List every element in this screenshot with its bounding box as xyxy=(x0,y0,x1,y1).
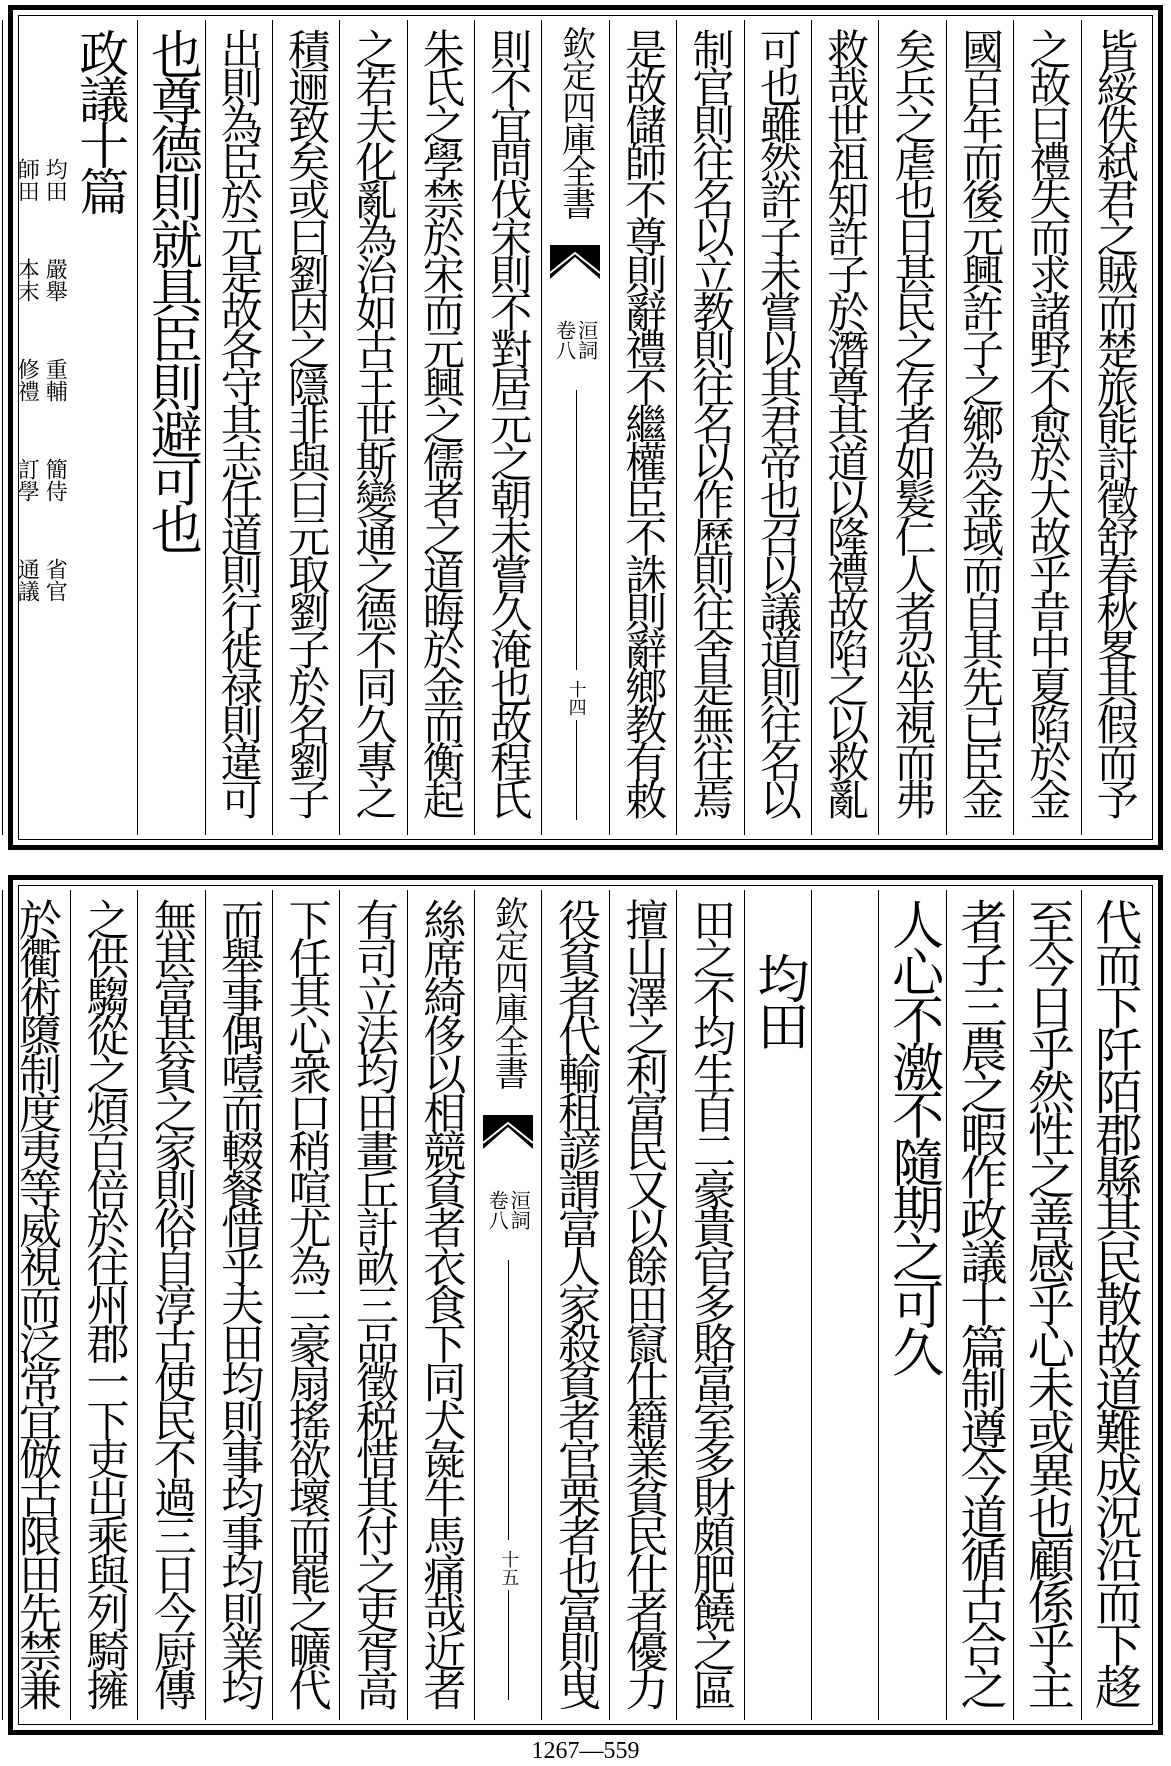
text-column xyxy=(541,890,608,1720)
column-text: 則不宜問伐宋則不對居元之朝未嘗久淹也故程氏 xyxy=(484,28,534,816)
column-text: 無甚富甚貧之家則俗自淳古使民不過三日今厨傳 xyxy=(146,898,197,1707)
text-columns xyxy=(14,20,1148,835)
text-column xyxy=(407,20,474,835)
text-column xyxy=(137,20,204,835)
text-column xyxy=(339,20,406,835)
index-note: 嚴舉 xyxy=(42,258,68,302)
text-column xyxy=(811,20,878,835)
text-column xyxy=(2,890,69,1720)
text-column xyxy=(811,890,878,1720)
column-text: 田之不均生自二豪貴官多賂富室多財頗肥饒之區 xyxy=(685,898,736,1707)
column-text: 救哉世祖知許子於潛尊其道以隆禮故陷之以救亂 xyxy=(821,28,871,816)
column-text: 是故儲師不尊則辭禮不繼權臣不誅則辭鄉教有敕 xyxy=(619,28,669,816)
column-text: 矣兵之虐也日甚民之存者如髮仁人者忍坐視而弗 xyxy=(888,28,938,816)
index-note: 簡侍 xyxy=(42,458,68,502)
index-notes xyxy=(14,28,68,602)
footer-page-ref: 1267—559 xyxy=(531,1738,640,1764)
volume-label: 卷八 xyxy=(552,320,577,360)
book-title: 欽定四庫全書 xyxy=(488,896,529,1088)
index-title: 政議十篇 xyxy=(71,28,130,212)
index-note: 均田 xyxy=(42,158,68,202)
fish-tail-icon xyxy=(550,245,600,279)
text-column xyxy=(744,890,811,1720)
column-text: 之若夫化亂為治如古王世斯變通之德不同久專之 xyxy=(349,28,399,816)
text-column xyxy=(474,20,541,835)
fold-line xyxy=(508,1260,509,1540)
column-text: 役貧者代輸租諺謂富人家殺貧者官栗者也富則曳 xyxy=(551,898,602,1707)
index-note: 省官 xyxy=(42,558,68,602)
column-text: 之故曰禮失而求諸野不愈於大故乎昔中夏陷於金 xyxy=(1023,28,1073,816)
fold-line xyxy=(576,720,577,820)
fold-column xyxy=(541,20,608,835)
text-column xyxy=(272,20,339,835)
work-title: 洹詞 xyxy=(574,320,599,360)
text-column xyxy=(676,20,743,835)
text-column xyxy=(609,890,676,1720)
index-note: 訂學 xyxy=(14,458,40,502)
column-text: 有司立法均田畫丘計畝三品徵税惜其付之吏胥高 xyxy=(349,898,399,1707)
column-text: 之供騶從之煩百倍於往州郡一下吏出乘與列騎擁 xyxy=(79,898,130,1707)
volume-info xyxy=(475,1190,541,1230)
volume-info xyxy=(542,320,608,360)
text-column xyxy=(137,890,204,1720)
column-text: 人心不激不隨期之可久 xyxy=(882,898,943,1373)
text-columns xyxy=(12,890,1148,1720)
column-text: 下任其心衆口稍喧尤為二豪扇搖欲壞而罷之曠代 xyxy=(281,898,332,1707)
index-note: 師田 xyxy=(14,158,40,202)
text-column xyxy=(0,20,2,835)
section-heading: 均田 xyxy=(747,952,808,1047)
text-column xyxy=(946,890,1013,1720)
volume-label: 卷八 xyxy=(485,1190,510,1230)
column-text: 國百年而後元興許子之鄉為金域而自其先已臣金 xyxy=(956,28,1006,816)
column-text: 皆綏佚弑君之賊而楚旅能討徵舒春秋畧其假而予 xyxy=(1090,28,1140,816)
index-note: 本末 xyxy=(14,258,40,302)
text-column xyxy=(339,890,406,1720)
page-number: 十五 xyxy=(498,1550,520,1586)
index-block xyxy=(3,28,137,602)
column-text: 可也雖然許子未嘗以其君帝也召以議道則往名以 xyxy=(753,28,803,816)
column-text: 者子三農之暇作政議十篇制遵今道循古合之 xyxy=(952,898,1008,1706)
column-text: 而舉事偶噎而輟餐惜乎夫田均則事均事均則業均 xyxy=(214,898,265,1707)
index-column xyxy=(2,20,137,835)
index-note: 修禮 xyxy=(14,358,40,402)
work-title: 洹詞 xyxy=(507,1190,532,1230)
column-text: 於衢術隳制度夷等威視而泛常宜倣古限田先禁兼 xyxy=(12,898,63,1707)
fold-column xyxy=(474,890,541,1720)
fold-line xyxy=(576,390,577,670)
text-column xyxy=(878,20,945,835)
text-column xyxy=(0,890,2,1720)
text-column xyxy=(744,20,811,835)
text-column xyxy=(946,20,1013,835)
column-text: 積逦致矣或曰劉因之隱非與曰元取劉子於名劉子 xyxy=(282,28,332,816)
text-column xyxy=(878,890,945,1720)
column-text: 制官則往名以立教則往名以作歷則往舍是無往焉 xyxy=(686,28,736,816)
column-text: 出則為臣於元是故各守其志任道則行徙禄則違可 xyxy=(214,28,264,816)
page-number: 十四 xyxy=(565,680,587,716)
text-column xyxy=(1081,20,1148,835)
text-column xyxy=(205,20,272,835)
column-text: 代而下阡陌郡縣其民散故道難成況沿而下趍 xyxy=(1087,898,1143,1706)
column-text: 也尊德則就具臣則避可也 xyxy=(141,28,202,551)
text-column xyxy=(1013,20,1080,835)
text-column xyxy=(205,890,272,1720)
book-title: 欽定四庫全書 xyxy=(555,26,596,218)
text-column xyxy=(70,890,137,1720)
column-text: 擅山澤之利富民又以餘田竄仕籍業貧民仕者優力 xyxy=(618,898,669,1707)
text-column xyxy=(676,890,743,1720)
text-column xyxy=(407,890,474,1720)
index-note: 通議 xyxy=(14,558,40,602)
column-text: 朱氏之學禁於宋而元興之儒者之道晦於金而衡起 xyxy=(416,28,466,816)
column-text: 至今日乎然性之善感乎心未或異也顧係乎主 xyxy=(1019,898,1075,1706)
text-column xyxy=(272,890,339,1720)
text-column xyxy=(609,20,676,835)
page-15 xyxy=(8,875,1163,1735)
page-14 xyxy=(8,5,1163,850)
text-column xyxy=(1013,890,1080,1720)
column-text: 絲席綺侈以相競貧者衣食下同犬彘牛馬痛哉近者 xyxy=(416,898,467,1707)
index-note: 重輔 xyxy=(42,358,68,402)
fold-line xyxy=(508,1590,509,1700)
text-column xyxy=(1081,890,1148,1720)
fish-tail-icon xyxy=(483,1115,533,1149)
